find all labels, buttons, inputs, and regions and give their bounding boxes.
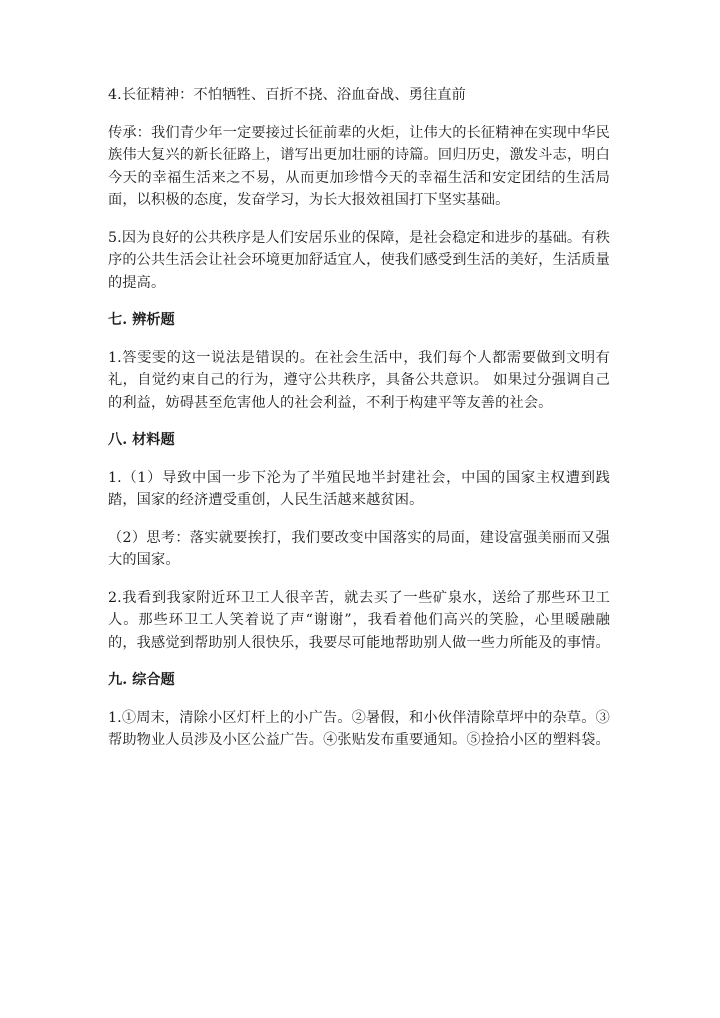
paragraph-material-3: 2.我看到我家附近环卫工人很辛苦，就去买了一些矿泉水，送给了那些环卫工人。那些环卫工人笑着说了声“谢谢”，我看着他们高兴的笑脸，心里暖融融的，我感觉到帮助别人很快乐，我要尽可能地帮助别人做一些力所能及的事情。	[108, 589, 610, 651]
paragraph-long-march-spirit: 4.长征精神：不怕牺牲、百折不挠、浴血奋战、勇往直前	[108, 87, 466, 103]
paragraph-public-order: 5.因为良好的公共秩序是人们安居乐业的保障，是社会稳定和进步的基础。有秩序的公共生活会让社会环境更加舒适宜人，使我们感受到生活的美好，生活质量的提高。	[108, 229, 610, 291]
paragraph-inheritance: 传承：我们青少年一定要接过长征前辈的火炬，让伟大的长征精神在实现中华民族伟大复兴的新长征路上，谱写出更加壮丽的诗篇。回归历史，激发斗志，明白今天的幸福生活来之不易，从而更加珍惜今天的幸福生活和安定团结的生活局面，以积极的态度，发奋学习，为长大报效祖国打下坚实基础。	[108, 124, 610, 208]
section-heading-material: 八. 材料题	[108, 432, 175, 448]
paragraph-analysis-answer: 1.答雯雯的这一说法是错误的。在社会生活中，我们每个人都需要做到文明有礼，自觉约束自己的行为，遵守公共秩序，具备公共意识。 如果过分强调自己的利益，妨碍甚至危害他人的社会利益，不利于构建平等友善的社会。	[108, 349, 610, 411]
paragraph-material-1: 1.（1）导致中国一步下沦为了半殖民地半封建社会，中国的国家主权遭到践踏，国家的经济遭受重创，人民生活越来越贫困。	[108, 469, 610, 508]
document-page	[108, 84, 610, 752]
section-heading-analysis: 七. 辨析题	[108, 312, 175, 328]
paragraph-material-2: （2）思考：落实就要挨打，我们要改变中国落实的局面，建设富强美丽而又强大的国家。	[108, 529, 610, 568]
paragraph-comprehensive-answer: 1.①周末，清除小区灯杆上的小广告。②暑假，和小伙伴清除草坪中的杂草。③帮助物业人员涉及小区公益广告。④张贴发布重要通知。⑤捡拾小区的塑料袋。	[108, 709, 610, 748]
section-heading-comprehensive: 九. 综合题	[108, 672, 175, 688]
